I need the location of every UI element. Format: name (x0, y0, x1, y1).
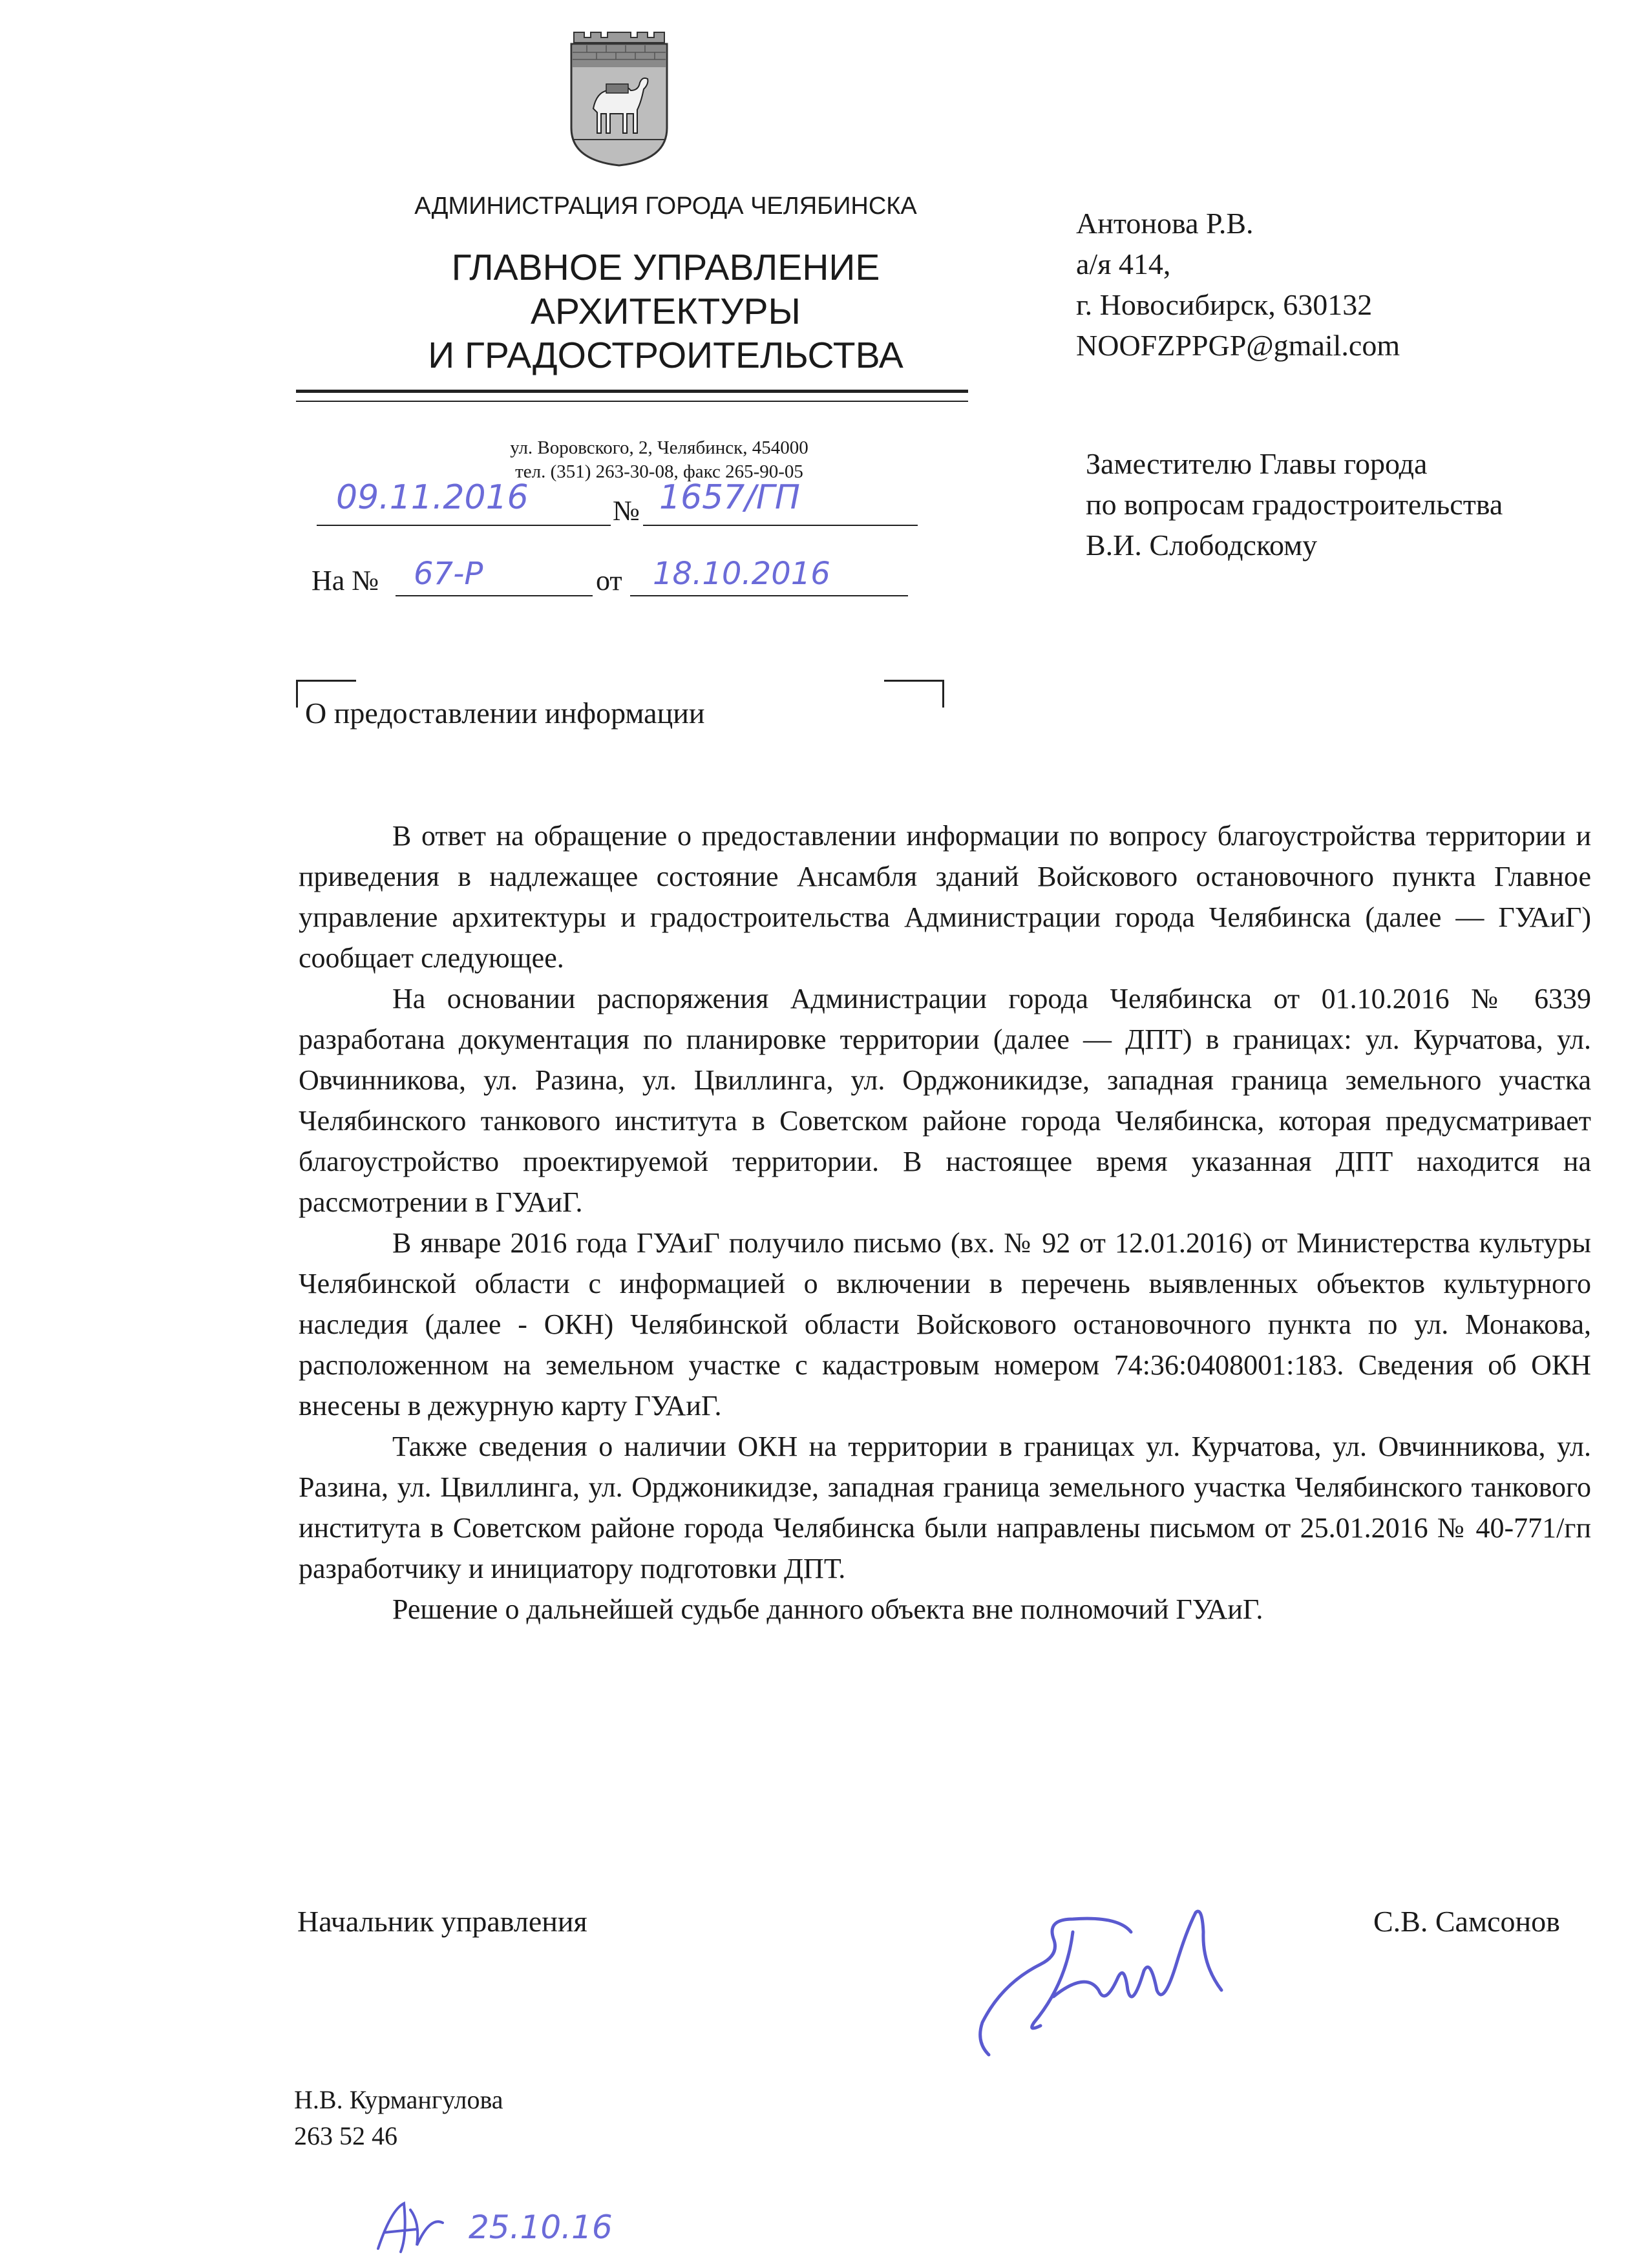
executor-block (294, 2082, 503, 2154)
handwritten-date-note: 25.10.16 (469, 2209, 613, 2246)
recipient-line: В.И. Слободскому (1086, 529, 1318, 562)
recipient-line: по вопросам градостроительства (1086, 488, 1503, 521)
body-paragraph: Решение о дальнейшей судьбе данного объекта вне полномочий ГУАиГ. (392, 1593, 1263, 1625)
department-title-line: ГЛАВНОЕ УПРАВЛЕНИЕ (451, 247, 880, 288)
subject-line: О предоставлении информации (305, 697, 705, 730)
handwritten-initials (372, 2197, 462, 2262)
department-address (336, 436, 982, 484)
recipient-line: Заместителю Главы города (1086, 447, 1428, 480)
date-underline (317, 525, 611, 526)
coat-of-arms-emblem (567, 31, 671, 167)
outgoing-number: 1657/ГП (659, 478, 800, 517)
phone-fax-line: тел. (351) 263-30-08, факс 265-90-05 (515, 461, 803, 482)
letter-body (299, 815, 1591, 1630)
executor-phone: 263 52 46 (294, 2121, 397, 2150)
handwritten-signature (963, 1893, 1254, 2061)
reply-to-number: 67-Р (414, 556, 483, 592)
number-label: № (613, 495, 640, 527)
recipient-email: NOOFZPPGP@gmail.com (1076, 329, 1400, 362)
outgoing-date: 09.11.2016 (336, 478, 529, 517)
subject-bracket-right (884, 680, 944, 708)
body-paragraph: На основании распоряжения Администрации города Челябинска от 01.10.2016 № 6339 разработана документация по планировке территории (далее — ДПТ) в границах: ул. Курчатова, ул. Овчинникова, ул. Разина, ул. Цвиллинга, ул. Орджоникидзе, западная граница земельного участка Челябинского танкового института в Советском районе города Челябинска, которая предусматривает благоустройство проектируемой территории. В настоящее время указанная ДПТ находится на рассмотрении в ГУАиГ. (299, 983, 1591, 1218)
recipient-line: а/я 414, (1076, 247, 1171, 280)
reply-to-label: На № (312, 565, 379, 596)
body-paragraph: В ответ на обращение о предоставлении информации по вопросу благоустройства территории и приведения в надлежащее состояние Ансамбля зданий Войскового остановочного пункта Главное управление архитектуры и градостроительства Администрации города Челябинска (далее — ГУАиГ) сообщает следующее. (299, 820, 1591, 974)
executor-name: Н.В. Курмангулова (294, 2085, 503, 2114)
reply-to-date: 18.10.2016 (653, 556, 830, 592)
department-title-line: АРХИТЕКТУРЫ (530, 291, 801, 332)
body-paragraph: Также сведения о наличии ОКН на территории в границах ул. Курчатова, ул. Овчинникова, ул. Разина, ул. Цвиллинга, ул. Орджоникидзе, западная граница земельного участка Челябинского танкового института в Советском районе города Челябинска были направлены письмом от 25.01.2016 № 40-771/гп разработчику и инициатору подготовки ДПТ. (299, 1431, 1591, 1584)
header-divider-thin (296, 401, 968, 402)
signatory-position: Начальник управления (297, 1905, 587, 1938)
signatory-name: С.В. Самсонов (1373, 1905, 1560, 1938)
recipient-line: Антонова Р.В. (1076, 207, 1254, 240)
recipient-primary (1076, 203, 1400, 366)
department-title-line: И ГРАДОСТРОИТЕЛЬСТВА (428, 335, 903, 376)
department-title (297, 246, 1034, 377)
recipient-line: г. Новосибирск, 630132 (1076, 288, 1373, 321)
reply-date-underline (630, 595, 908, 596)
from-label: от (596, 565, 622, 596)
body-paragraph: В январе 2016 года ГУАиГ получило письмо (вх. № 92 от 12.01.2016) от Министерства культуры Челябинской области с информацией о включении в перечень выявленных объектов культурного наследия (далее - ОКН) Челябинской области Войскового остановочного пункта по ул. Монакова, расположенном на земельном участке с кадастровым номером 74:36:0408001:183. Сведения об ОКН внесены в дежурную карту ГУАиГ. (299, 1227, 1591, 1422)
reply-number-underline (396, 595, 593, 596)
header-divider-thick (296, 390, 968, 393)
address-line: ул. Воровского, 2, Челябинск, 454000 (510, 437, 808, 458)
recipient-copy (1086, 443, 1503, 565)
number-underline (643, 525, 918, 526)
administration-title: АДМИНИСТРАЦИЯ ГОРОДА ЧЕЛЯБИНСКА (414, 193, 917, 220)
